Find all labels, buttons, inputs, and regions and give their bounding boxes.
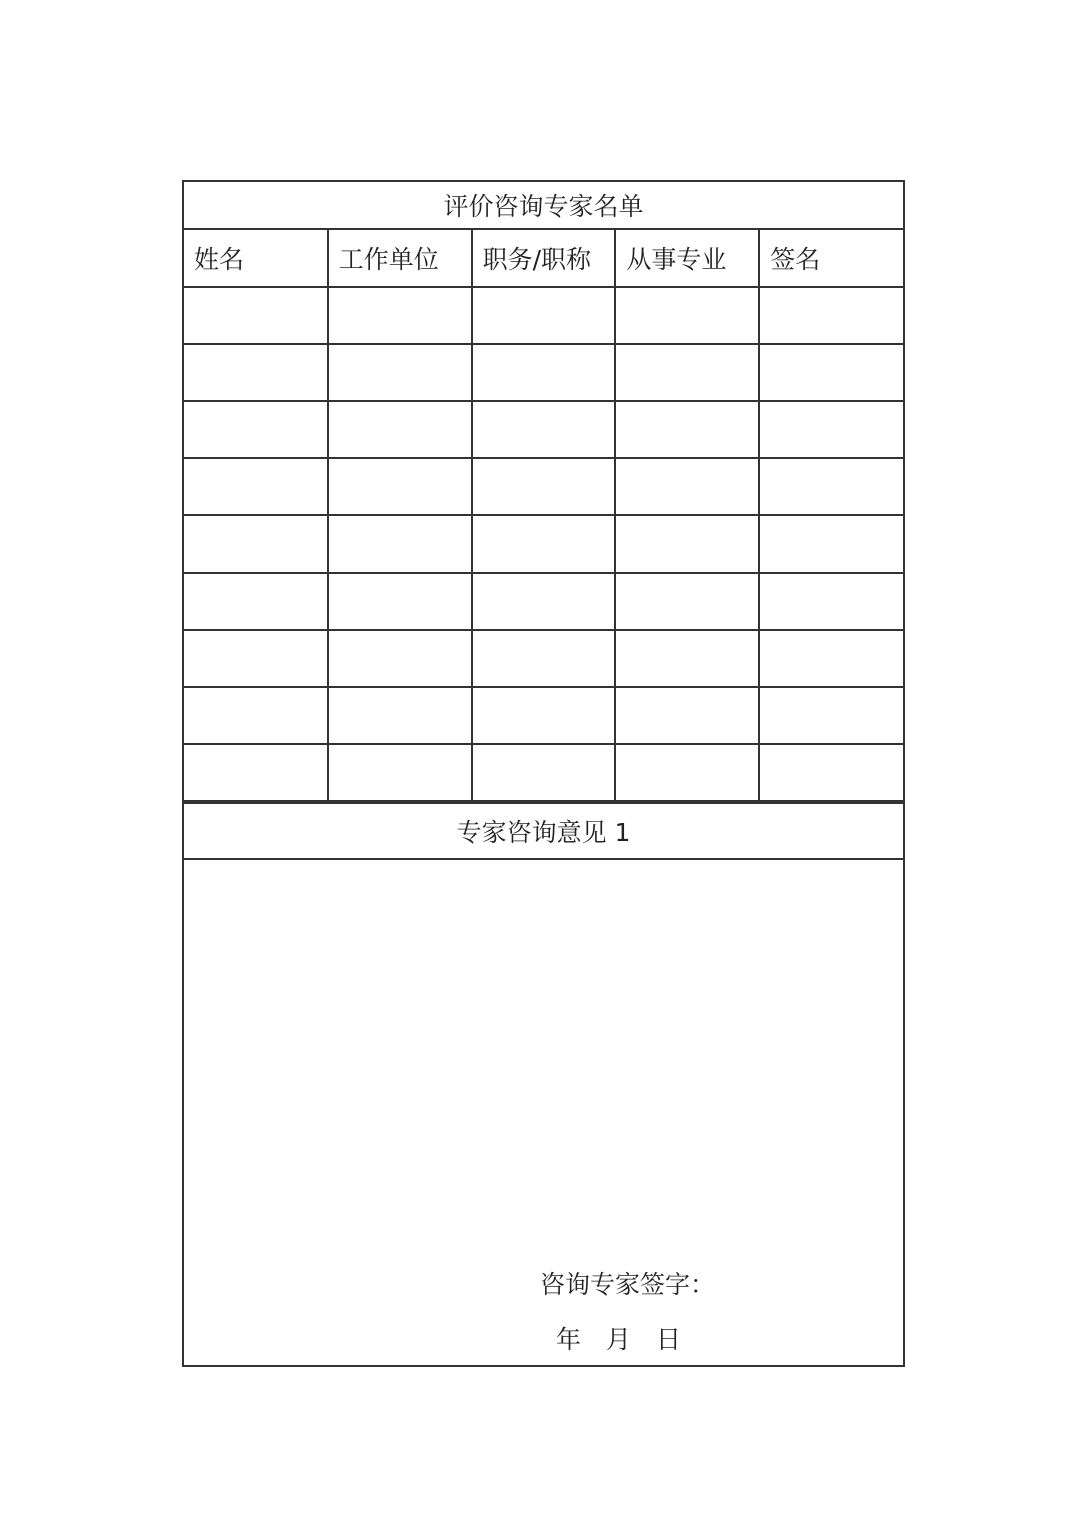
date-line — [556, 1320, 681, 1356]
expert-signature-label: 咨询专家签字： — [540, 1270, 716, 1299]
cell-specialty[interactable] — [615, 515, 759, 572]
table-row — [184, 744, 903, 801]
table-row — [184, 687, 903, 744]
cell-signature[interactable] — [759, 344, 903, 401]
column-header-title: 职务/职称 — [472, 230, 616, 287]
cell-name[interactable] — [184, 630, 328, 687]
table-row — [184, 458, 903, 515]
column-header-signature: 签名 — [759, 230, 903, 287]
cell-organization[interactable] — [328, 687, 472, 744]
table-row — [184, 344, 903, 401]
date-day-label: 日 — [656, 1325, 682, 1354]
cell-name[interactable] — [184, 458, 328, 515]
cell-organization[interactable] — [328, 401, 472, 458]
cell-title[interactable] — [472, 401, 616, 458]
cell-name[interactable] — [184, 744, 328, 801]
cell-title[interactable] — [472, 515, 616, 572]
cell-name[interactable] — [184, 344, 328, 401]
cell-specialty[interactable] — [615, 630, 759, 687]
cell-specialty[interactable] — [615, 287, 759, 344]
opinion-text-area[interactable] — [184, 860, 903, 1365]
column-header-specialty: 从事专业 — [615, 230, 759, 287]
cell-signature[interactable] — [759, 458, 903, 515]
cell-name[interactable] — [184, 515, 328, 572]
table-row — [184, 573, 903, 630]
cell-organization[interactable] — [328, 458, 472, 515]
expert-list-table — [184, 230, 903, 802]
table-row — [184, 630, 903, 687]
cell-signature[interactable] — [759, 744, 903, 801]
cell-name[interactable] — [184, 687, 328, 744]
cell-specialty[interactable] — [615, 744, 759, 801]
cell-title[interactable] — [472, 287, 616, 344]
cell-specialty[interactable] — [615, 687, 759, 744]
cell-signature[interactable] — [759, 401, 903, 458]
cell-name[interactable] — [184, 287, 328, 344]
cell-name[interactable] — [184, 401, 328, 458]
cell-organization[interactable] — [328, 573, 472, 630]
cell-signature[interactable] — [759, 287, 903, 344]
expert-consultation-form — [182, 180, 905, 1367]
cell-title[interactable] — [472, 630, 616, 687]
cell-organization[interactable] — [328, 744, 472, 801]
cell-organization[interactable] — [328, 630, 472, 687]
cell-organization[interactable] — [328, 287, 472, 344]
column-header-name: 姓名 — [184, 230, 328, 287]
cell-organization[interactable] — [328, 515, 472, 572]
cell-title[interactable] — [472, 573, 616, 630]
cell-specialty[interactable] — [615, 344, 759, 401]
cell-specialty[interactable] — [615, 401, 759, 458]
cell-title[interactable] — [472, 744, 616, 801]
table-row — [184, 401, 903, 458]
column-header-organization: 工作单位 — [328, 230, 472, 287]
cell-signature[interactable] — [759, 573, 903, 630]
cell-signature[interactable] — [759, 515, 903, 572]
date-month-label: 月 — [606, 1325, 632, 1354]
cell-signature[interactable] — [759, 630, 903, 687]
opinion-section-title: 专家咨询意见 1 — [184, 802, 903, 860]
cell-signature[interactable] — [759, 687, 903, 744]
table-header-row — [184, 230, 903, 287]
cell-specialty[interactable] — [615, 573, 759, 630]
cell-specialty[interactable] — [615, 458, 759, 515]
table-row — [184, 515, 903, 572]
form-title: 评价咨询专家名单 — [184, 182, 903, 230]
table-row — [184, 287, 903, 344]
cell-title[interactable] — [472, 458, 616, 515]
cell-title[interactable] — [472, 344, 616, 401]
cell-organization[interactable] — [328, 344, 472, 401]
cell-title[interactable] — [472, 687, 616, 744]
cell-name[interactable] — [184, 573, 328, 630]
date-year-label: 年 — [556, 1325, 582, 1354]
